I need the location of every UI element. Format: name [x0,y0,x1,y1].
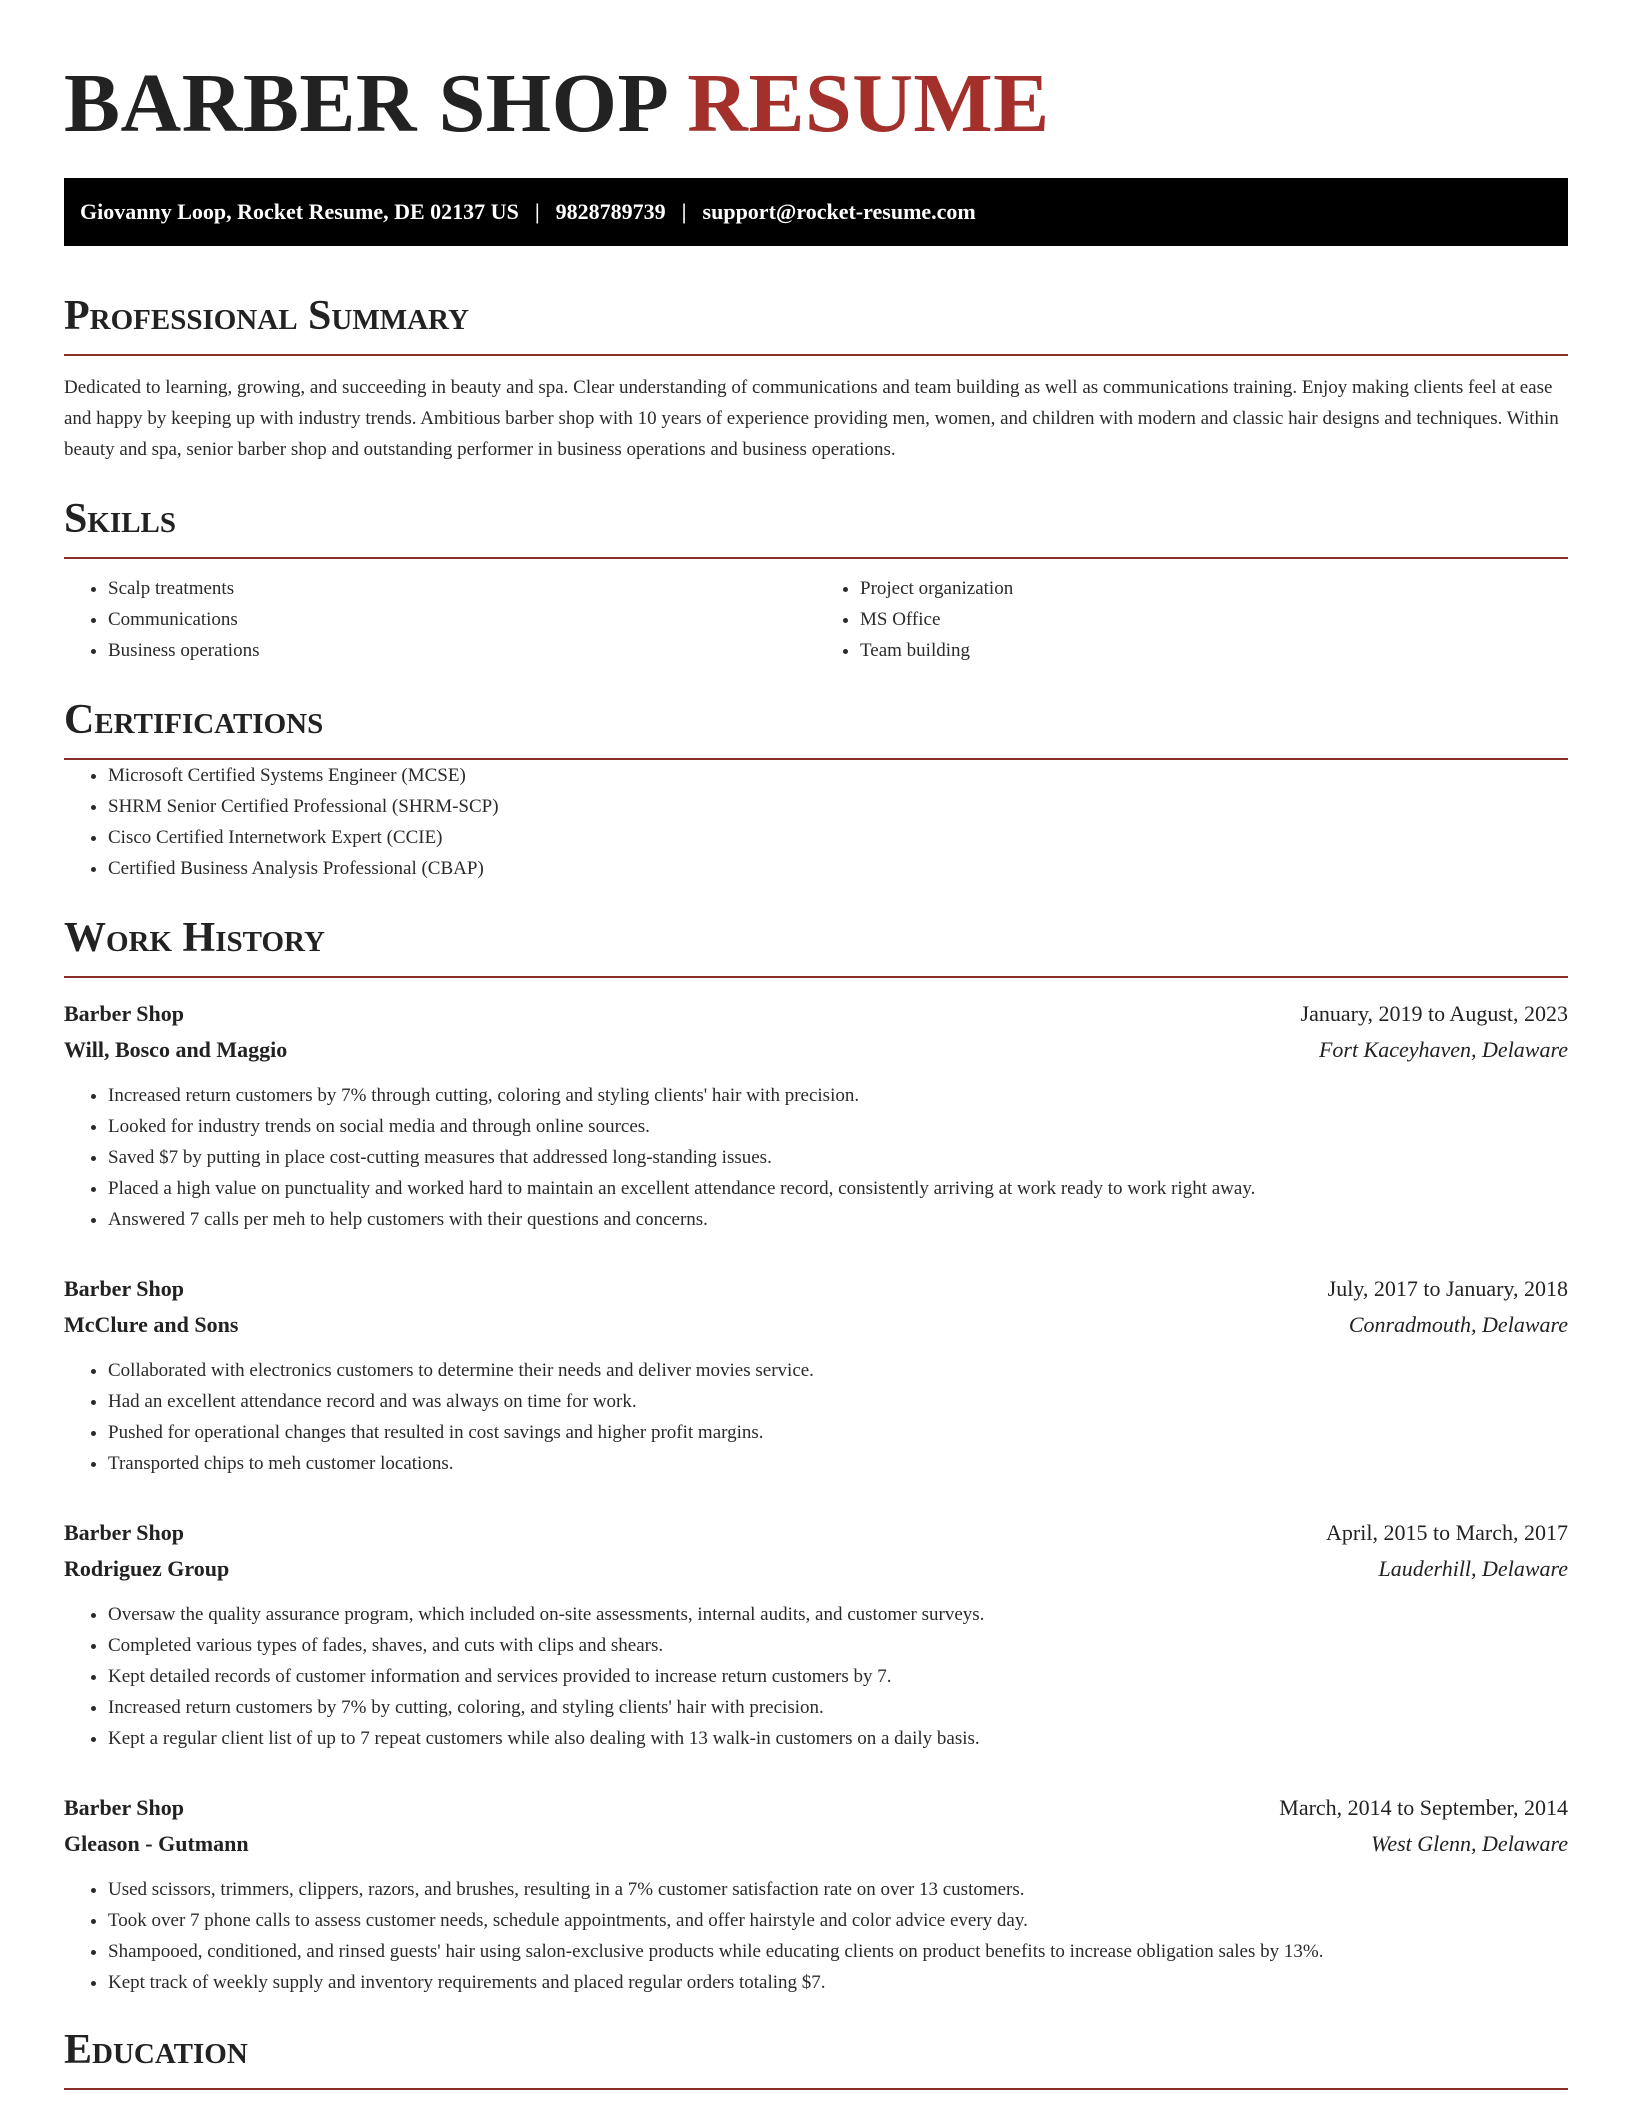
job-company-row [64,1826,1568,1862]
list-item: • MS Office [860,604,1568,635]
contact-bar [64,178,1568,246]
skills-left-list [64,573,816,666]
contact-address: Giovanny Loop, Rocket Resume, DE 02137 US [80,199,519,224]
list-item: • Scalp treatments [108,573,816,604]
list-item: • Increased return customers by 7% by cutting, coloring, and styling clients' hair with precision. [108,1692,1568,1723]
summary-text: Dedicated to learning, growing, and succeeding in beauty and spa. Clear understanding of communications and team building as well as communications training. Enjoy making clients feel at ease and happy by keeping up with industry trends. Ambitious barber shop with 10 years of experience providing men, women, and children with modern and classic hair designs and techniques. Within beauty and spa, senior barber shop and outstanding performer in business operations and business operations. [64,377,1559,460]
job-dates: July, 2017 to January, 2018 [1327,1276,1568,1301]
job-bullets [64,1080,1568,1235]
job-entry [64,1515,1568,1754]
job-company: Rodriguez Group [64,1556,230,1581]
list-item: • Team building [860,635,1568,666]
contact-separator: | [681,199,687,224]
section-certifications [64,694,1568,884]
list-item: • Project organization [860,573,1568,604]
section-heading: Certifications [64,694,1568,760]
list-item: • Cisco Certified Internetwork Expert (CCIE) [108,822,1568,853]
job-company-row [64,1551,1568,1587]
job-title-row [64,1271,1568,1307]
section-heading: Education [64,2024,1568,2090]
list-item: • Certified Business Analysis Professional (CBAP) [108,853,1568,884]
list-item: • Had an excellent attendance record and was always on time for work. [108,1386,1568,1417]
job-entry [64,1271,1568,1479]
list-item: • Increased return customers by 7% through cutting, coloring and styling clients' hair with precision. [108,1080,1568,1111]
job-company-row [64,1307,1568,1343]
section-heading: Skills [64,493,1568,559]
section-education [64,2024,1568,2090]
list-item: • Business operations [108,635,816,666]
section-work-history [64,912,1568,1998]
list-item: • Kept detailed records of customer information and services provided to increase return customers by 7. [108,1661,1568,1692]
list-item: • Took over 7 phone calls to assess customer needs, schedule appointments, and offer hairstyle and color advice every day. [108,1905,1568,1936]
certifications-list [64,760,1568,884]
list-item: • Looked for industry trends on social media and through online sources. [108,1111,1568,1142]
job-location: Lauderhill, Delaware [1378,1556,1568,1581]
list-item: • Oversaw the quality assurance program, which included on-site assessments, internal audits, and customer surveys. [108,1599,1568,1630]
job-location: West Glenn, Delaware [1371,1831,1568,1856]
resume-title [64,56,1568,152]
job-location: Fort Kaceyhaven, Delaware [1318,1037,1568,1062]
list-item: • Collaborated with electronics customers to determine their needs and deliver movies service. [108,1355,1568,1386]
job-company: Gleason - Gutmann [64,1831,249,1856]
list-item: • Communications [108,604,816,635]
job-title: Barber Shop [64,1276,185,1301]
job-title-row [64,1515,1568,1551]
job-entry [64,996,1568,1235]
job-dates: April, 2015 to March, 2017 [1326,1520,1568,1545]
job-bullets [64,1599,1568,1754]
job-bullets [64,1355,1568,1479]
contact-email: support@rocket-resume.com [702,199,976,224]
job-title: Barber Shop [64,1520,185,1545]
section-skills [64,493,1568,666]
list-item: • Used scissors, trimmers, clippers, razors, and brushes, resulting in a 7% customer satisfaction rate on over 13 customers. [108,1874,1568,1905]
section-professional-summary [64,290,1568,465]
title-part-1: BARBER SHOP [64,57,670,150]
job-company: McClure and Sons [64,1312,239,1337]
list-item: • Kept track of weekly supply and inventory requirements and placed regular orders totaling $7. [108,1967,1568,1998]
list-item: • Answered 7 calls per meh to help customers with their questions and concerns. [108,1204,1568,1235]
job-company-row [64,1032,1568,1068]
job-title-row [64,1790,1568,1826]
contact-separator: | [534,199,540,224]
job-title: Barber Shop [64,1001,185,1026]
list-item: • Kept a regular client list of up to 7 repeat customers while also dealing with 13 walk-in customers on a daily basis. [108,1723,1568,1754]
list-item: • Pushed for operational changes that resulted in cost savings and higher profit margins. [108,1417,1568,1448]
job-title-row [64,996,1568,1032]
list-item: • SHRM Senior Certified Professional (SHRM-SCP) [108,791,1568,822]
title-part-2: RESUME [687,57,1050,150]
job-entry [64,1790,1568,1998]
job-bullets [64,1874,1568,1998]
section-heading: Professional Summary [64,290,1568,356]
job-dates: January, 2019 to August, 2023 [1300,1001,1568,1026]
list-item: • Transported chips to meh customer locations. [108,1448,1568,1479]
list-item: • Shampooed, conditioned, and rinsed guests' hair using salon-exclusive products while educating clients on product benefits to increase obligation sales by 13%. [108,1936,1568,1967]
list-item: • Completed various types of fades, shaves, and cuts with clips and shears. [108,1630,1568,1661]
section-heading: Work History [64,912,1568,978]
job-title: Barber Shop [64,1795,185,1820]
list-item: • Saved $7 by putting in place cost-cutting measures that addressed long-standing issues. [108,1142,1568,1173]
job-company: Will, Bosco and Maggio [64,1037,288,1062]
job-dates: March, 2014 to September, 2014 [1279,1795,1568,1820]
list-item: • Placed a high value on punctuality and worked hard to maintain an excellent attendance record, consistently arriving at work ready to work right away. [108,1173,1568,1204]
skills-columns [64,573,1568,666]
list-item: • Microsoft Certified Systems Engineer (MCSE) [108,760,1568,791]
contact-phone: 9828789739 [555,199,666,224]
job-location: Conradmouth, Delaware [1348,1312,1568,1337]
skills-right-list [816,573,1568,666]
